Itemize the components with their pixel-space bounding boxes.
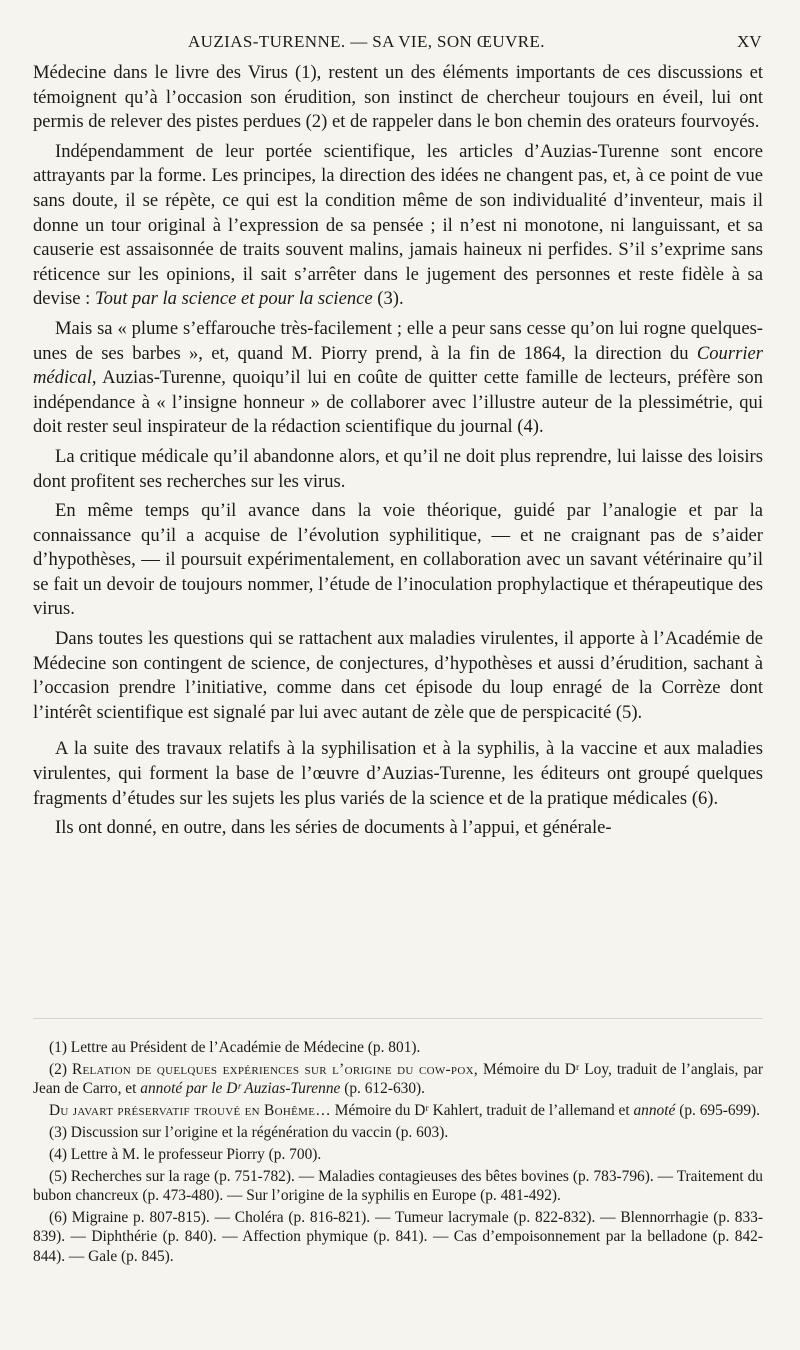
main-text: [33, 61, 763, 846]
footnote-2c-pages: (p. 695-699).: [679, 1102, 760, 1120]
footnote-2-text: Mémoire du Dʳ Loy, traduit de l’anglais, par Jean de Carro, et: [33, 1060, 763, 1098]
paragraph-2-text: Indépendamment de leur portée scientifique, les articles d’Auzias-Turenne sont encore attrayants par la forme. Les principes, la direction des idées ne changent pas, et, à ce point de vue sans doute, il se répète, ce qui est la condition même de son individualité d’inventeur, mais il donne un tour original à l’expression de sa pensée ; il n’est ni monotone, ni languissant, et sa causerie est assaisonnée de traits souvent malins, jamais haineux ni perfides. S’il s’exprime sans réticence sur les opinions, il sait s’arrêter dans le jugement des personnes et reste fidèle à sa devise :: [33, 140, 763, 310]
motto: Tout par la science et pour la science: [94, 288, 373, 310]
footnote-2-number: (2): [49, 1060, 67, 1078]
footnote-3: (3) Discussion sur l’origine et la régénération du vaccin (p. 603).: [49, 1123, 449, 1141]
paragraph-3-rest: , Auzias-Turenne, quoiqu’il lui en coûte de quitter cette famille de lecteurs, préfère son indépendance à « l’insigne honneur » de collaborer avec l’illustre auteur de la plessimétrie, qui doit rester seul inspirateur de la rédaction scientifique du journal (4).: [33, 367, 763, 438]
footnote-2: [33, 1060, 763, 1099]
paragraph-4: La critique médicale qu’il abandonne alors, et qu’il ne doit plus reprendre, lui laisse des loisirs dont profitent ses recherches sur les virus.: [33, 445, 763, 492]
paragraph-8: Ils ont donné, en outre, dans les séries de documents à l’appui, et générale-: [55, 817, 612, 839]
footnote-2c-text: Mémoire du Dʳ Kahlert, traduit de l’allemand et: [334, 1102, 630, 1120]
paragraph-6: Dans toutes les questions qui se rattachent aux maladies virulentes, il apporte à l’Académie de Médecine son contingent de science, de conjectures, d’hypothèses et aussi d’érudition, sachant à l’occasion prendre l’initiative, comme dans cet épisode du loup enragé de la Corrèze dont l’intérêt scientifique est signalé par lui avec autant de zèle que de perspicacité (5).: [33, 628, 763, 723]
running-title: AUZIAS-TURENNE. — SA VIE, SON ŒUVRE.: [188, 32, 545, 51]
footnote-divider: [33, 1018, 763, 1019]
footnotes: [33, 1038, 763, 1269]
footnote-4: (4) Lettre à M. le professeur Piorry (p. 700).: [49, 1145, 322, 1163]
footnote-6: (6) Migraine p. 807-815). — Choléra (p. 816-821). — Tumeur lacrymale (p. 822-832). — Blennorrhagie (p. 833-839). — Diphthérie (p. 840). — Affection phymique (p. 841). — Cas d’empoisonnement par la belladone (p. 842-844). — Gale (p. 845).: [33, 1208, 763, 1266]
footnote-2-title: Relation de quelques expériences sur l’origine du cow-pox,: [71, 1060, 478, 1078]
paragraph-2: [33, 140, 763, 312]
footnote-2-annotation: annoté par le Dʳ Auzias-Turenne: [140, 1080, 341, 1098]
footnote-5: (5) Recherches sur la rage (p. 751-782). — Maladies contagieuses des bêtes bovines (p. 783-796). — Traitement du bubon chancreux (p. 473-480). — Sur l’origine de la syphilis en Europe (p. 481-492).: [33, 1167, 763, 1205]
paragraph-7: A la suite des travaux relatifs à la syphilisation et à la syphilis, à la vaccine et aux maladies virulentes, qui forment la base de l’œuvre d’Auzias-Turenne, les éditeurs ont groupé quelques fragments d’études sur les sujets les plus variés de la science et de la pratique médicales (6).: [33, 738, 763, 809]
paragraph-2-note: (3).: [377, 288, 404, 310]
paragraph-1: Médecine dans le livre des Virus (1), restent un des éléments importants de ces discussions et témoignent qu’à l’occasion son érudition, son instinct de chercheur toujours en éveil, lui ont permis de relever des pistes perdues (2) et de rappeler dans le bon chemin des orateurs fourvoyés.: [33, 62, 763, 133]
paragraph-3: [33, 317, 763, 440]
footnote-2c-annotation: annoté: [633, 1102, 676, 1120]
paragraph-3-text: Mais sa « plume s’effarouche très-facilement ; elle a peur sans cesse qu’on lui rogne quelques-unes de ses barbes », et, quand M. Piorry prend, à la fin de 1864, la direction du: [33, 317, 763, 364]
paragraph-5: En même temps qu’il avance dans la voie théorique, guidé par l’analogie et par la connaissance qu’il a acquise de l’évolution syphilitique, — et ne craignant pas de s’aider d’hypothèses, — il poursuit expérimentalement, en collaboration avec un savant vétérinaire qu’il se fait un devoir de toujours nommer, l’étude de l’inoculation prophylactique et thérapeutique des virus.: [33, 500, 763, 620]
page-number: XV: [737, 32, 762, 51]
footnote-2-pages: (p. 612-630).: [344, 1080, 426, 1098]
footnote-1: (1) Lettre au Président de l’Académie de Médecine (p. 801).: [49, 1039, 421, 1056]
footnote-2c-title: Du javart préservatif trouvé en Bohême…: [49, 1102, 331, 1120]
page-header: [0, 32, 800, 54]
journal-title: Courrier médical: [33, 342, 763, 389]
footnote-2-continued: [33, 1101, 763, 1121]
